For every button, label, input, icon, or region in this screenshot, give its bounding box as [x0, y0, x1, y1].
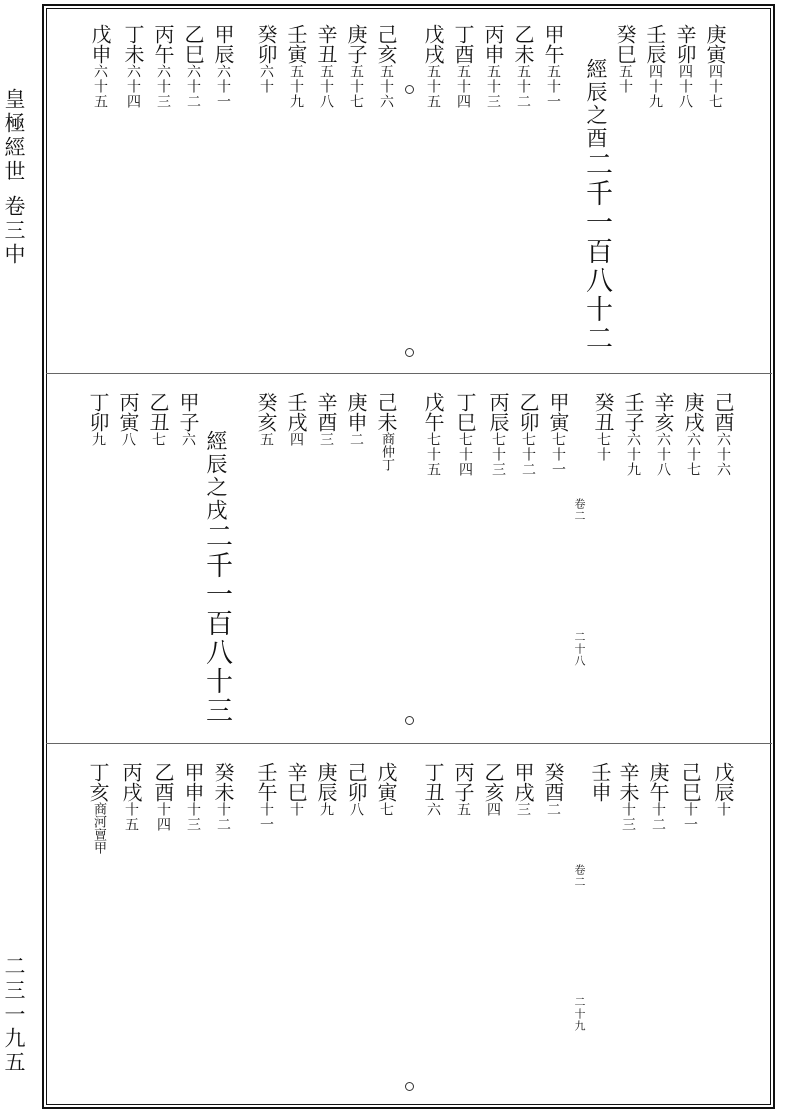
year-entry: 癸亥五 — [254, 392, 278, 447]
section-divider — [46, 743, 772, 744]
year-entry: 壬寅五十九 — [284, 24, 308, 109]
year-entry: 癸丑七十 — [591, 392, 615, 462]
year-entry: 壬申 — [588, 762, 612, 802]
year-entry: 辛酉三 — [314, 392, 338, 447]
year-entry: 辛巳十 — [284, 762, 308, 817]
year-entry: 丁亥商河亶甲 — [86, 762, 110, 854]
year-entry: 庚午十二 — [646, 762, 670, 832]
year-entry: 甲申十三 — [181, 762, 205, 832]
year-entry: 庚寅四十七 — [703, 24, 727, 109]
year-entry: 癸卯六十 — [254, 24, 278, 94]
year-entry: 己卯八 — [344, 762, 368, 817]
year-entry: 壬辰四十九 — [643, 24, 667, 109]
year-entry: 戊戌五十五 — [421, 24, 445, 109]
year-entry: 戊午七十五 — [421, 392, 445, 477]
year-entry: 甲辰六十一 — [211, 24, 235, 109]
year-entry: 庚戌六十七 — [681, 392, 705, 477]
year-entry: 甲子六 — [176, 392, 200, 447]
year-entry: 庚辰九 — [314, 762, 338, 817]
year-entry: 丁丑六 — [421, 762, 445, 817]
section-divider — [46, 373, 772, 374]
year-entry: 辛丑五十八 — [314, 24, 338, 109]
section-heading: 經辰之酉二千一百八十二 — [581, 58, 612, 353]
year-entry: 庚申二 — [344, 392, 368, 447]
year-entry: 癸未十二 — [211, 762, 235, 832]
year-entry: 丁卯九 — [86, 392, 110, 447]
year-entry: 乙亥四 — [481, 762, 505, 817]
year-entry: 乙未五十二 — [511, 24, 535, 109]
year-entry: 辛亥六十八 — [651, 392, 675, 477]
year-entry: 乙卯七十二 — [516, 392, 540, 477]
year-entry: 壬午十一 — [254, 762, 278, 832]
fold-mark-text: 卷二 — [573, 498, 586, 522]
year-entry: 丁酉五十四 — [451, 24, 475, 109]
year-entry: 甲午五十一 — [541, 24, 565, 109]
year-entry: 癸酉二 — [541, 762, 565, 817]
year-entry: 癸巳五十 — [613, 24, 637, 94]
book-title-margin: 皇極經世 — [2, 88, 26, 184]
year-entry: 辛卯四十八 — [673, 24, 697, 109]
fold-mark-text: 二十九 — [573, 996, 586, 1032]
page-frame — [42, 4, 775, 1109]
year-entry: 乙酉十四 — [151, 762, 175, 832]
year-entry: 戊辰十 — [711, 762, 735, 817]
year-entry: 甲戌三 — [511, 762, 535, 817]
year-entry: 庚子五十七 — [344, 24, 368, 109]
year-entry: 丙戌十五 — [119, 762, 143, 832]
year-entry: 戊申六十五 — [88, 24, 112, 109]
year-entry: 丁未六十四 — [121, 24, 145, 109]
year-entry: 壬子六十九 — [621, 392, 645, 477]
year-entry: 丁巳七十四 — [453, 392, 477, 477]
year-entry: 甲寅七十一 — [546, 392, 570, 477]
fold-mark-circle — [405, 85, 414, 94]
fold-mark-text: 二十八 — [573, 631, 586, 667]
year-entry: 己亥五十六 — [374, 24, 398, 109]
page-number-margin: 二三一九五 — [2, 955, 26, 1075]
year-entry: 乙丑七 — [146, 392, 170, 447]
year-entry: 己巳十一 — [678, 762, 702, 832]
fold-mark-circle — [405, 716, 414, 725]
year-entry: 乙巳六十二 — [181, 24, 205, 109]
volume-label-margin: 卷三中 — [2, 195, 26, 267]
fold-mark-circle — [405, 1082, 414, 1091]
year-entry: 己酉六十六 — [711, 392, 735, 477]
year-entry: 己未商仲丁 — [374, 392, 398, 471]
year-entry: 辛未十三 — [616, 762, 640, 832]
year-entry: 丙子五 — [451, 762, 475, 817]
year-entry: 戊寅七 — [374, 762, 398, 817]
section-heading: 經辰之戌二千一百八十三 — [201, 430, 232, 725]
year-entry: 丙午六十三 — [151, 24, 175, 109]
year-entry: 壬戌四 — [284, 392, 308, 447]
year-entry: 丙申五十三 — [481, 24, 505, 109]
year-entry: 丙辰七十三 — [486, 392, 510, 477]
fold-mark-circle — [405, 348, 414, 357]
year-entry: 丙寅八 — [116, 392, 140, 447]
fold-mark-text: 卷二 — [573, 864, 586, 888]
